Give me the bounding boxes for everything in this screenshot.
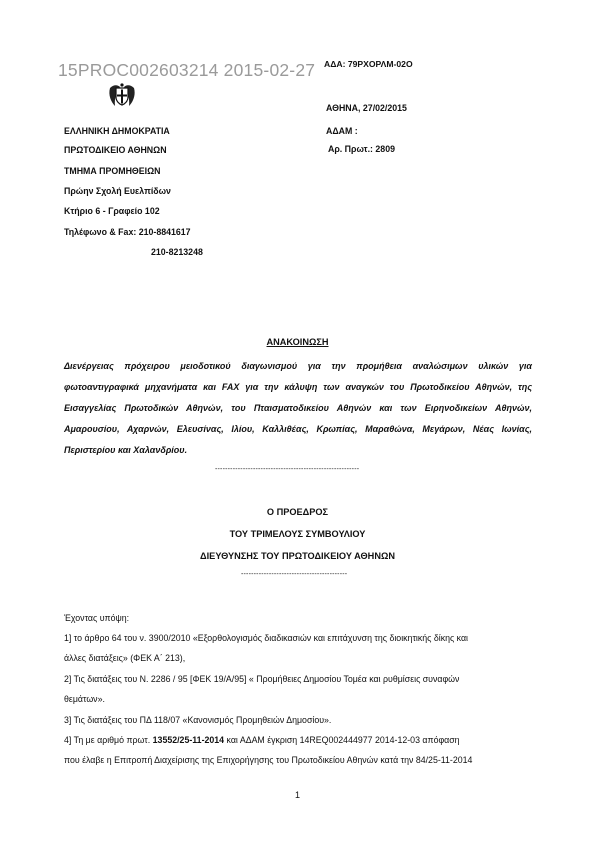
sender-department: ΤΜΗΜΑ ΠΡΟΜΗΘΕΙΩΝ [64,166,161,176]
sender-court: ΠΡΩΤΟΔΙΚΕΙΟ ΑΘΗΝΩΝ [64,145,167,155]
item-2-line-1: 2] Τις διατάξεις του Ν. 2286 / 95 [ΦΕΚ 19/Α/95] « Προμήθειες Δημοσίου Τομέα και ρυθμίσεις συναφών [64,674,460,684]
adam-field: ΑΔΑΜ : [326,126,358,136]
item-2-line-2: θεμάτων». [64,694,105,704]
protocol-number: Αρ. Πρωτ.: 2809 [328,144,395,154]
separator-1: --------------------------------------------------------- [215,466,360,473]
sender-building: Κτήριο 6 - Γραφείο 102 [64,206,160,216]
item-1-line-2: άλλες διατάξεις» (ΦΕΚ Α΄ 213), [64,653,186,663]
sender-country: ΕΛΛΗΝΙΚΗ ΔΗΜΟΚΡΑΤΙΑ [64,126,170,136]
sender-address: Πρώην Σχολή Ευελπίδων [64,186,171,196]
announcement-text: Διενέργειας πρόχειρου μειοδοτικού διαγωνισμού για την προμήθεια αναλώσιμων υλικών για φωτοαντιγραφικά μηχανήματα και FAX για την κάλυψη των αναγκών του Πρωτοδικείου Αθηνών, της Εισαγγελίας Πρωτοδικών Αθηνών, του Πταισματοδικείου Αθηνών και των Ειρηνοδικείων Αθηνών, Αμαρουσίου, Αχαρνών, Ελευσίνας, Ιλίου, Καλλιθέας, Κρωπίας, Μαραθώνα, Μεγάρων, Νέας Ιωνίας, Περιστερίου και Χαλανδρίου. [64,361,532,455]
item-4-line-1 [64,735,460,745]
hellenic-republic-emblem-icon [107,82,137,110]
date-line: ΑΘΗΝΑ, 27/02/2015 [326,103,407,113]
president-title-3: ΔΙΕΥΘΥΝΣΗΣ ΤΟΥ ΠΡΩΤΟΔΙΚΕΙΟΥ ΑΘΗΝΩΝ [200,551,395,561]
president-title-2: ΤΟΥ ΤΡΙΜΕΛΟΥΣ ΣΥΜΒΟΥΛΙΟΥ [229,529,366,539]
item-4-reference: 13552/25-11-2014 [152,735,225,745]
item-4-text-a: 4] Τη με αριθμό πρωτ. [64,735,151,745]
item-1-line-1: 1] το άρθρο 64 του ν. 3900/2010 «Εξορθολογισμός διαδικασιών και επιτάχυνση της διοικητικής δίκης και [64,633,468,643]
item-4-line-2: που έλαβε η Επιτροπή Διαχείρισης της Επιχορήγησης του Πρωτοδικείου Αθηνών κατά την 84/25-11-2014 [64,755,473,765]
document-id-stamp: 15PROC002603214 2015-02-27 [58,60,316,80]
page-number: 1 [294,790,300,800]
sender-phone: Τηλέφωνο & Fax: 210-8841617 [64,227,191,237]
sender-phone-2: 210-8213248 [151,247,203,257]
item-4-text-b: και ΑΔΑΜ έγκριση 14REQ002444977 2014-12-03 απόφαση [226,735,460,745]
item-3-line-1: 3] Τις διατάξεις του ΠΔ 118/07 «Κανονισμός Προμηθειών Δημοσίου». [64,715,332,725]
announcement-title: ΑΝΑΚΟΙΝΩΣΗ [266,337,329,347]
president-title-1: Ο ΠΡΟΕΔΡΟΣ [266,507,329,517]
considering-label: Έχοντας υπόψη: [64,613,130,623]
ada-code: ΑΔΑ: 79ΡΧΟΡΛΜ-02Ο [324,59,413,69]
separator-2: ------------------------------------------ [241,571,348,578]
